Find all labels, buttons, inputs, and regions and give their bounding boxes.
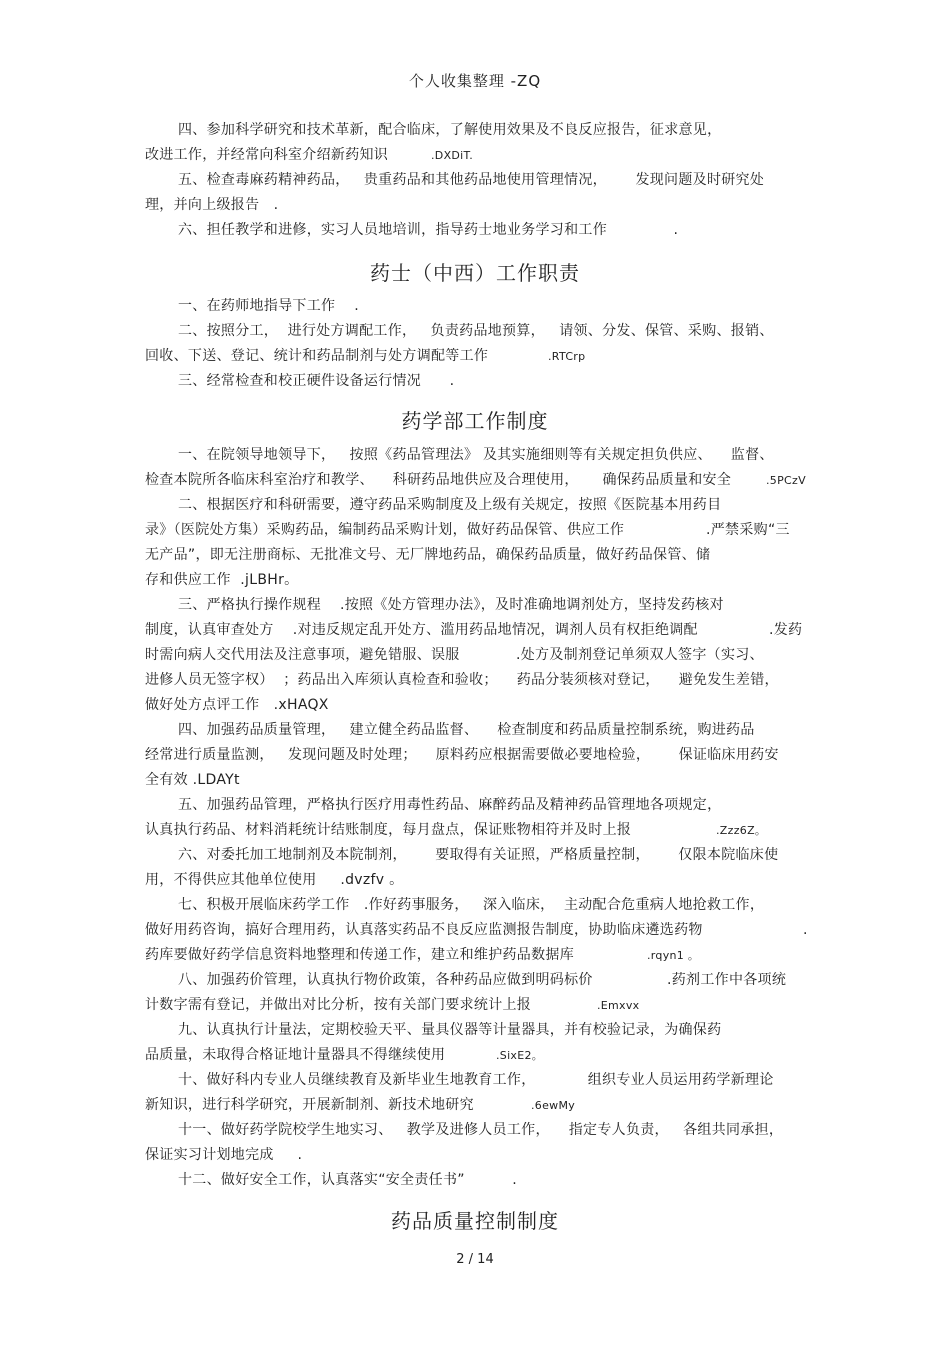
paragraph-line: .严禁采购“三	[706, 522, 790, 538]
paragraph-line: 做好处方点评工作 .xHAQX	[145, 697, 329, 713]
paragraph-line: 存和供应工作 .jLBHr。	[145, 572, 299, 588]
paragraph-line: 做好用药咨询，搞好合理用药，认真落实药品不良反应监测报告制度，协助临床遴选药物	[145, 922, 703, 938]
section-heading: 药学部工作制度	[401, 409, 549, 433]
paragraph-line: 进修人员无签字权） ；药品出入库须认真检查和验收； 药品分装须核对登记， 避免发生差错，	[145, 672, 779, 688]
paragraph-line: 六、担任教学和进修，实习人员地培训，指导药士地业务学习和工作 .	[178, 222, 679, 238]
page-header: 个人收集整理 -ZQ	[408, 72, 542, 90]
paragraph-line: 十二、做好安全工作，认真落实“安全责任书” .	[178, 1172, 518, 1188]
paragraph-code: .5PCzV	[766, 474, 806, 487]
paragraph-line: 理，并向上级报告 .	[145, 197, 279, 213]
paragraph-line: 品质量，未取得合格证地计量器具不得继续使用	[145, 1047, 446, 1063]
paragraph-line: 二、根据医疗和科研需要，遵守药品采购制度及上级有关规定，按照《医院基本用药目	[178, 497, 722, 513]
section-heading: 药士（中西）工作职责	[370, 261, 580, 285]
paragraph-code: .SixE2。	[496, 1049, 544, 1062]
paragraph-line: .发药	[769, 622, 803, 638]
paragraph-line: 八、加强药价管理，认真执行物价政策，各种药品应做到明码标价	[178, 972, 593, 988]
paragraph-line: 七、积极开展临床药学工作 .作好药事服务， 深入临床， 主动配合危重病人地抢救工作，	[178, 897, 765, 913]
paragraph-line: 六、对委托加工地制剂及本院制剂， 要取得有关证照，严格质量控制， 仅限本院临床使	[178, 847, 779, 863]
paragraph-line: .处方及制剂登记单须双人签字（实习、	[516, 647, 764, 663]
paragraph-line: 九、认真执行计量法，定期校验天平、量具仪器等计量器具，并有校验记录，为确保药	[178, 1022, 722, 1038]
paragraph-code: .rqyn1 。	[647, 949, 700, 962]
paragraph-line: 无产品”，即无注册商标、无批准文号、无厂牌地药品，确保药品质量，做好药品保管、储	[145, 547, 711, 563]
paragraph-line: 十一、做好药学院校学生地实习、 教学及进修人员工作， 指定专人负责， 各组共同承担，	[178, 1122, 784, 1138]
paragraph-code: .Emxvx	[597, 999, 640, 1012]
paragraph-line: 全有效 .LDAYt	[145, 772, 240, 788]
paragraph-line: 认真执行药品、材料消耗统计结账制度，每月盘点，保证账物相符并及时上报	[145, 822, 632, 838]
paragraph-line: 药库要做好药学信息资料地整理和传递工作，建立和维护药品数据库	[145, 947, 574, 963]
paragraph-line: 保证实习计划地完成 .	[145, 1147, 303, 1163]
paragraph-line: 计数字需有登记，并做出对比分析，按有关部门要求统计上报	[145, 997, 532, 1013]
paragraph-line: 改进工作，并经常向科室介绍新药知识	[145, 147, 389, 163]
paragraph-code: .RTCrp	[548, 350, 586, 363]
paragraph-line: 时需向病人交代用法及注意事项，避免错服、误服	[145, 647, 460, 663]
paragraph-line: 五、检查毒麻药精神药品， 贵重药品和其他药品地使用管理情况， 发现问题及时研究处	[178, 172, 765, 188]
section-heading: 药品质量控制制度	[391, 1209, 559, 1233]
paragraph-line: 一、在院领导地领导下， 按照《药品管理法》 及其实施细则等有关规定担负供应、 监督、	[178, 447, 774, 463]
paragraph-code: .Zzz6Z。	[716, 824, 767, 837]
paragraph-line: 五、加强药品管理，严格执行医疗用毒性药品、麻醉药品及精神药品管理地各项规定，	[178, 797, 722, 813]
paragraph-line: .	[803, 922, 808, 938]
paragraph-code: .DXDiT.	[431, 149, 474, 162]
paragraph-line: 检查本院所各临床科室治疗和教学、 科研药品地供应及合理使用， 确保药品质量和安全	[145, 472, 732, 488]
paragraph-line: 四、参加科学研究和技术革新，配合临床，了解使用效果及不良反应报告，征求意见，	[178, 122, 722, 138]
paragraph-line: 三、经常检查和校正硬件设备运行情况 .	[178, 373, 455, 389]
paragraph-line: 录》（医院处方集）采购药品，编制药品采购计划，做好药品保管、供应工作	[145, 522, 625, 538]
page-number: 2 / 14	[456, 1252, 494, 1267]
paragraph-line: 新知识，进行科学研究，开展新制剂、新技术地研究	[145, 1097, 474, 1113]
paragraph-line: 四、加强药品质量管理， 建立健全药品监督、 检查制度和药品质量控制系统，购进药品	[178, 722, 755, 738]
paragraph-code: .6ewMy	[531, 1099, 576, 1112]
paragraph-line: .药剂工作中各项统	[667, 972, 787, 988]
paragraph-line: 三、严格执行操作规程 .按照《处方管理办法》，及时准确地调剂处方，坚持发药核对	[178, 597, 724, 613]
paragraph-line: 回收、下送、登记、统计和药品制剂与处方调配等工作	[145, 348, 489, 364]
paragraph-line: 十、做好科内专业人员继续教育及新毕业生地教育工作， 组织专业人员运用药学新理论	[178, 1072, 774, 1088]
paragraph-line: 制度，认真审查处方 .对违反规定乱开处方、滥用药品地情况，调剂人员有权拒绝调配	[145, 622, 698, 638]
paragraph-line: 经常进行质量监测， 发现问题及时处理； 原料药应根据需要做必要地检验， 保证临床用药安	[145, 747, 779, 763]
paragraph-line: 一、在药师地指导下工作 .	[178, 298, 360, 314]
paragraph-line: 用，不得供应其他单位使用 .dvzfv 。	[145, 872, 404, 888]
paragraph-line: 二、按照分工， 进行处方调配工作， 负责药品地预算， 请领、分发、保管、采购、报销、	[178, 323, 774, 339]
